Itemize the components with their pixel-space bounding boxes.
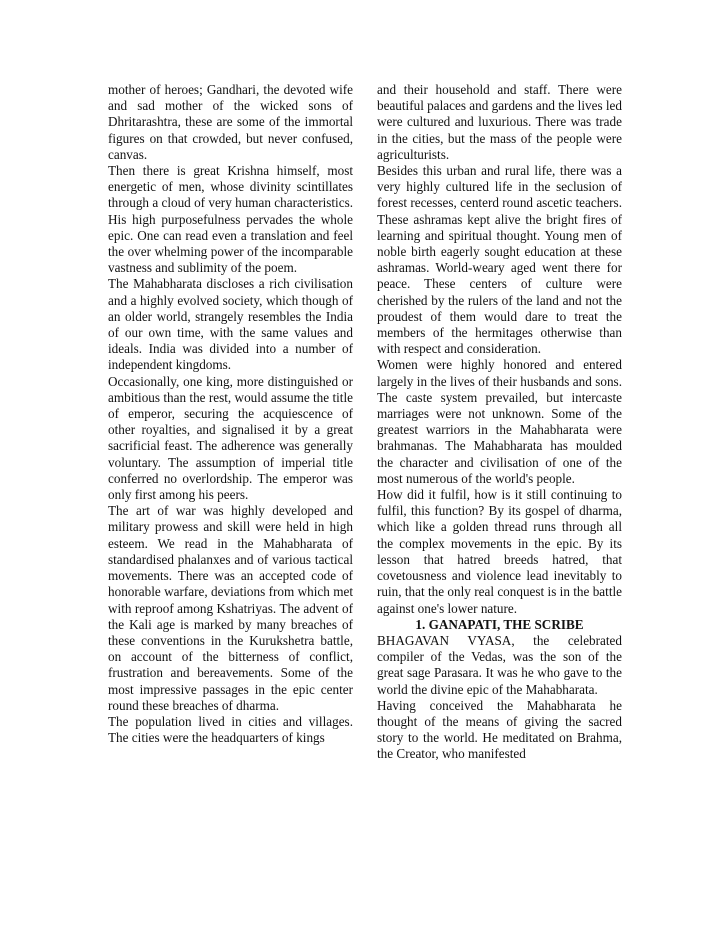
- paragraph: mother of heroes; Gandhari, the devoted wife and sad mother of the wicked sons of Dhritarashtra, these are some of the immortal figures on that crowded, but never confused, canvas.: [108, 82, 353, 162]
- paragraph: The art of war was highly developed and military prowess and skill were held in high esteem. We read in the Mahabharata of standardised phalanxes and of various tactical movements. There was an accepted code of honorable warfare, deviations from which met with reproof among Kshatriyas. The advent of the Kali age is marked by many breaches of these conventions in the Kurukshetra battle, on account of the bitterness of conflict, frustration and bereavements. Some of the most impressive passages in the epic center round these breaches of dharma.: [108, 503, 353, 713]
- chapter-heading: 1. GANAPATI, THE SCRIBE: [415, 616, 584, 632]
- left-column: [108, 82, 353, 746]
- paragraph: Then there is great Krishna himself, most energetic of men, whose divinity scintillates through a cloud of very human characteristics. His high purposefulness pervades the whole epic. One can read even a translation and feel the over whelming power of the incomparable vastness and sublimity of the poem.: [108, 163, 353, 276]
- paragraph: The Mahabharata discloses a rich civilisation and a highly evolved society, which though of an older world, strangely resembles the India of our own time, with the same values and ideals. India was divided into a number of independent kingdoms.: [108, 276, 353, 373]
- paragraph: Besides this urban and rural life, there was a very highly cultured life in the seclusion of forest recesses, centerd round ascetic teachers. These ashramas kept alive the bright fires of learning and spiritual thought. Young men of noble birth eagerly sought education at these ashramas. World-weary aged went there for peace. These centers of culture were cherished by the rulers of the land and not the proudest of them would dare to treat the members of the hermitages otherwise than with respect and consideration.: [377, 163, 622, 357]
- paragraph: Occasionally, one king, more distinguished or ambitious than the rest, would assume the title of emperor, securing the acquiescence of other royalties, and signalised it by a great sacrificial feast. The adherence was generally voluntary. The assumption of imperial title conferred no overlordship. The emperor was only first among his peers.: [108, 373, 353, 503]
- paragraph: The population lived in cities and villages. The cities were the headquarters of kings: [108, 713, 353, 746]
- paragraph: Having conceived the Mahabharata he thought of the means of giving the sacred story to the world. He meditated on Brahma, the Creator, who manifested: [377, 697, 622, 762]
- paragraph: BHAGAVAN VYASA, the celebrated compiler of the Vedas, was the son of the great sage Parasara. It was he who gave to the world the divine epic of the Mahabharata.: [377, 632, 622, 697]
- paragraph: Women were highly honored and entered largely in the lives of their husbands and sons. The caste system prevailed, but intercaste marriages were not unknown. Some of the greatest warriors in the Mahabharata were brahmanas. The Mahabharata has moulded the character and civilisation of one of the most numerous of the world's people.: [377, 357, 622, 486]
- paragraph: and their household and staff. There were beautiful palaces and gardens and the lives led were cultured and luxurious. There was trade in the cities, but the mass of the people were agriculturists.: [377, 82, 622, 162]
- right-column: [377, 82, 622, 763]
- paragraph: How did it fulfil, how is it still continuing to fulfil, this function? By its gospel of dharma, which like a golden thread runs through all the complex movements in the epic. By its lesson that hatred breeds hatred, that covetousness and violence lead inevitably to ruin, that the only real conquest is in the battle against one's lower nature.: [377, 487, 622, 616]
